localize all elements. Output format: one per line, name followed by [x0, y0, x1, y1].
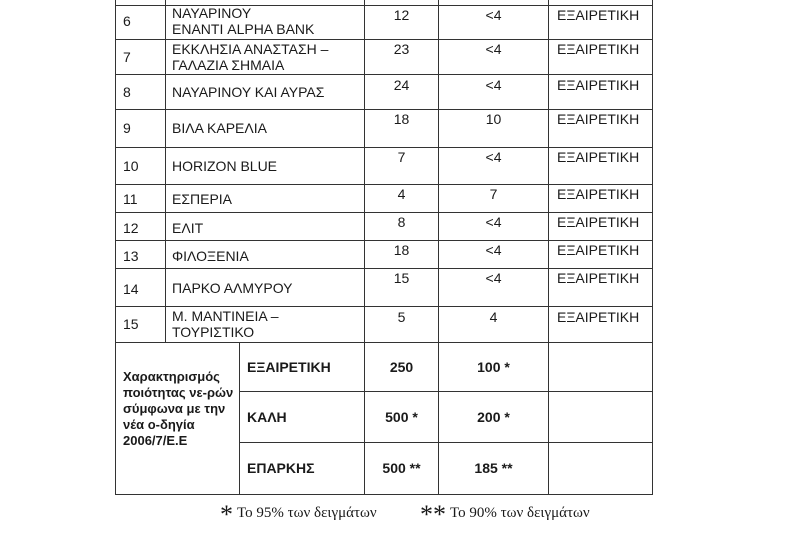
- row-value-1: 12: [393, 7, 410, 23]
- row-name-line: Μ. ΜΑΝΤΙΝΕΙΑ –: [172, 308, 279, 324]
- row-number: 14: [123, 281, 139, 297]
- summary-class: ΕΞΑΙΡΕΤΙΚΗ: [247, 359, 331, 375]
- summary-value-1: 500 *: [385, 409, 418, 425]
- row-value-1: 5: [397, 309, 406, 325]
- row-value-2: <4: [485, 214, 502, 230]
- row-name-line: ΕΣΠΕΡΙΑ: [172, 191, 233, 207]
- row-name-line: ΠΑΡΚΟ ΑΛΜΥΡΟΥ: [172, 280, 293, 296]
- row-number: 8: [123, 84, 131, 100]
- row-value-1: 4: [397, 186, 406, 202]
- footnote-95: [220, 500, 377, 530]
- summary-value-2: 200 *: [477, 409, 510, 425]
- row-name-line: ΕΛΙΤ: [172, 220, 204, 236]
- row-quality: ΕΞΑΙΡΕΤΙΚΗ: [557, 309, 640, 325]
- row-quality: ΕΞΑΙΡΕΤΙΚΗ: [557, 186, 640, 202]
- row-value-2: <4: [485, 77, 502, 93]
- row-number: 11: [123, 191, 138, 207]
- summary-value-1: 250: [389, 359, 414, 375]
- row-quality: ΕΞΑΙΡΕΤΙΚΗ: [557, 77, 640, 93]
- summary-value-2: 185 **: [474, 460, 513, 476]
- summary-value-2: 100 *: [477, 359, 510, 375]
- row-name-line: ΕΚΚΛΗΣΙΑ ΑΝΑΣΤΑΣΗ –: [172, 41, 329, 57]
- row-name-line: ΕΝΑΝΤΙ ALPHA BANK: [172, 21, 315, 37]
- footnote-star-single: *: [220, 500, 233, 529]
- row-number: 15: [123, 316, 139, 332]
- row-value-1: 18: [393, 242, 410, 258]
- row-number: 6: [123, 13, 131, 29]
- row-quality: ΕΞΑΙΡΕΤΙΚΗ: [557, 242, 640, 258]
- row-value-2: <4: [485, 242, 502, 258]
- row-name-line: ΝΑΥΑΡΙΝΟΥ ΚΑΙ ΑΥΡΑΣ: [172, 84, 325, 100]
- row-value-2: <4: [485, 149, 502, 165]
- row-name-line: ΤΟΥΡΙΣΤΙΚΟ: [172, 324, 255, 340]
- row-quality: ΕΞΑΙΡΕΤΙΚΗ: [557, 111, 640, 127]
- row-name-line: ΝΑΥΑΡΙΝΟΥ: [172, 5, 252, 21]
- row-quality: ΕΞΑΙΡΕΤΙΚΗ: [557, 270, 640, 286]
- row-value-2: <4: [485, 41, 502, 57]
- row-value-1: 7: [397, 149, 406, 165]
- row-name-line: ΦΙΛΟΞΕΝΙΑ: [172, 248, 249, 264]
- row-name-line: ΒΙΛΑ ΚΑΡΕΛΙΑ: [172, 120, 267, 136]
- row-value-1: 23: [393, 41, 410, 57]
- row-quality: ΕΞΑΙΡΕΤΙΚΗ: [557, 7, 640, 23]
- row-quality: ΕΞΑΙΡΕΤΙΚΗ: [557, 214, 640, 230]
- row-value-2: <4: [485, 270, 502, 286]
- row-number: 9: [123, 120, 131, 136]
- row-value-2: <4: [485, 7, 502, 23]
- row-quality: ΕΞΑΙΡΕΤΙΚΗ: [557, 149, 640, 165]
- row-number: 13: [123, 248, 139, 264]
- row-number: 10: [123, 158, 139, 174]
- summary-class: ΕΠΑΡΚΗΣ: [247, 460, 315, 476]
- quality-classification-label: Χαρακτηρισμός ποιότητας νε-ρών σύμφωνα με την νέα ο-δηγία 2006/7/Ε.Ε: [123, 369, 234, 448]
- row-number: 12: [123, 220, 139, 236]
- row-value-1: 15: [393, 270, 410, 286]
- row-value-2: 4: [489, 309, 498, 325]
- summary-class: ΚΑΛΗ: [247, 409, 287, 425]
- footnote-star-double: **: [420, 500, 446, 529]
- summary-value-1: 500 **: [382, 460, 421, 476]
- row-name-line: HORIZON BLUE: [172, 158, 278, 174]
- row-value-1: 18: [393, 111, 410, 127]
- footnote-90: [420, 500, 590, 530]
- row-name-line: ΓΑΛΑΖΙΑ ΣΗΜΑΙΑ: [172, 57, 285, 73]
- footnote-90-text: Το 90% των δειγμάτων: [450, 505, 590, 521]
- row-value-2: 7: [489, 186, 498, 202]
- row-value-1: 24: [393, 77, 410, 93]
- row-value-1: 8: [397, 214, 406, 230]
- footnote-95-text: Το 95% των δειγμάτων: [237, 505, 377, 521]
- row-value-2: 10: [485, 111, 502, 127]
- row-quality: ΕΞΑΙΡΕΤΙΚΗ: [557, 41, 640, 57]
- row-number: 7: [123, 49, 131, 65]
